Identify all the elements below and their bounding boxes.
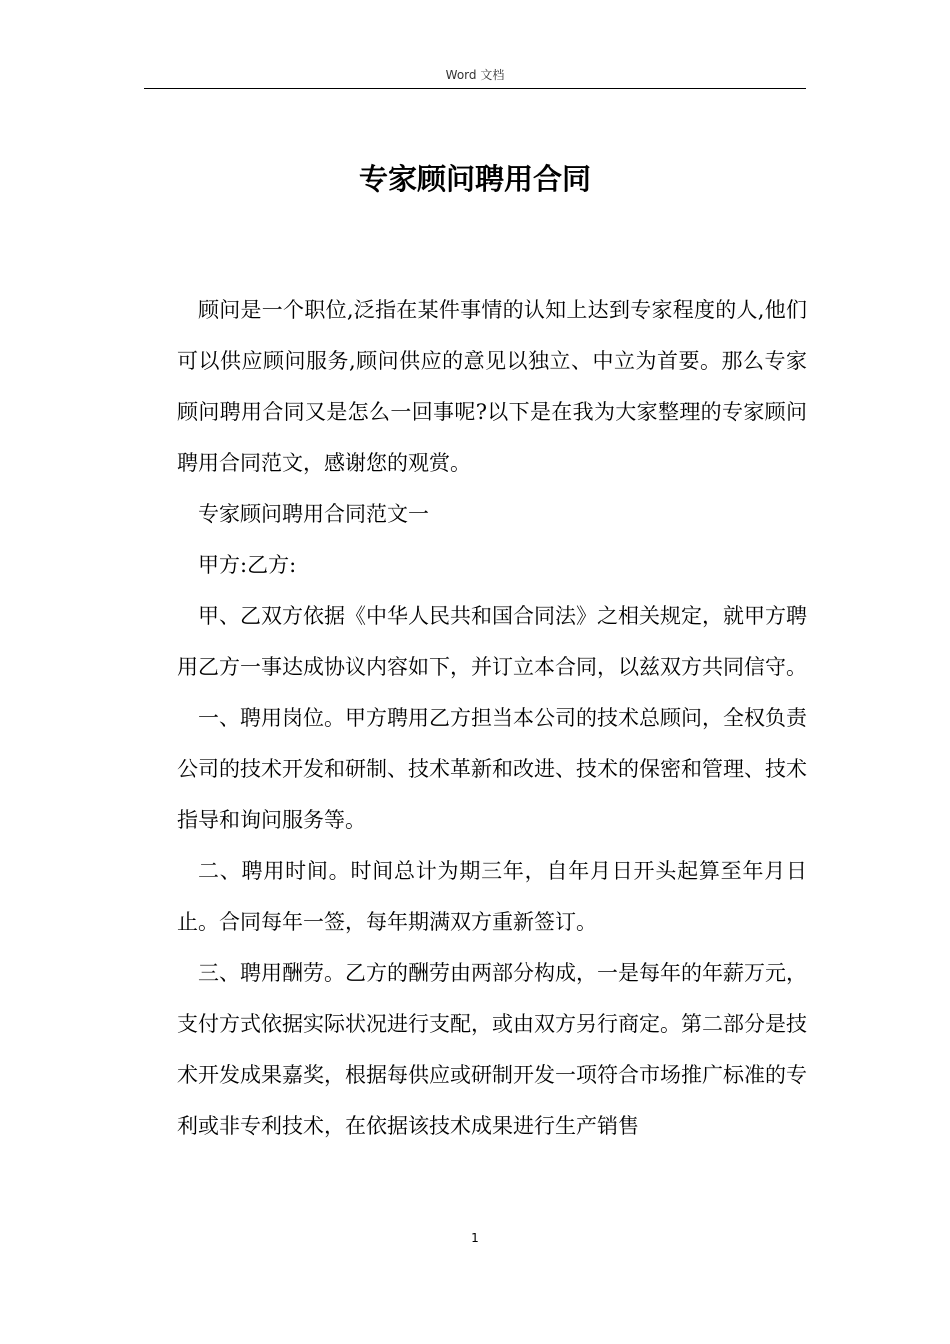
header-divider	[144, 88, 806, 89]
page-number: 1	[471, 1231, 479, 1245]
document-body	[177, 285, 807, 1152]
paragraph-clause-position: 一、聘用岗位。甲方聘用乙方担当本公司的技术总顾问，全权负责公司的技术开发和研制、技术革新和改进、技术的保密和管理、技术指导和询问服务等。	[177, 706, 807, 832]
paragraph-clause-remuneration: 三、聘用酬劳。乙方的酬劳由两部分构成，一是每年的年薪万元，支付方式依据实际状况进行支配，或由双方另行商定。第二部分是技术开发成果嘉奖，根据每供应或研制开发一项符合市场推广标准的专利或非专利技术，在依据该技术成果进行生产销售	[177, 961, 807, 1138]
paragraph-parties: 甲方:乙方:	[198, 553, 297, 577]
page-header: Word 文档	[445, 68, 505, 82]
paragraph-agreement-basis: 甲、乙双方依据《中华人民共和国合同法》之相关规定，就甲方聘用乙方一事达成协议内容如下，并订立本合同，以兹双方共同信守。	[177, 604, 807, 679]
document-title: 专家顾问聘用合同	[358, 162, 591, 196]
paragraph-intro: 顾问是一个职位,泛指在某件事情的认知上达到专家程度的人,他们可以供应顾问服务,顾问供应的意见以独立、中立为首要。那么专家顾问聘用合同又是怎么一回事呢?以下是在我为大家整理的专家顾问聘用合同范文，感谢您的观赏。	[177, 298, 807, 475]
paragraph-sample-heading: 专家顾问聘用合同范文一	[198, 502, 429, 526]
paragraph-clause-term: 二、聘用时间。时间总计为期三年，自年月日开头起算至年月日止。合同每年一签，每年期满双方重新签订。	[177, 859, 807, 934]
